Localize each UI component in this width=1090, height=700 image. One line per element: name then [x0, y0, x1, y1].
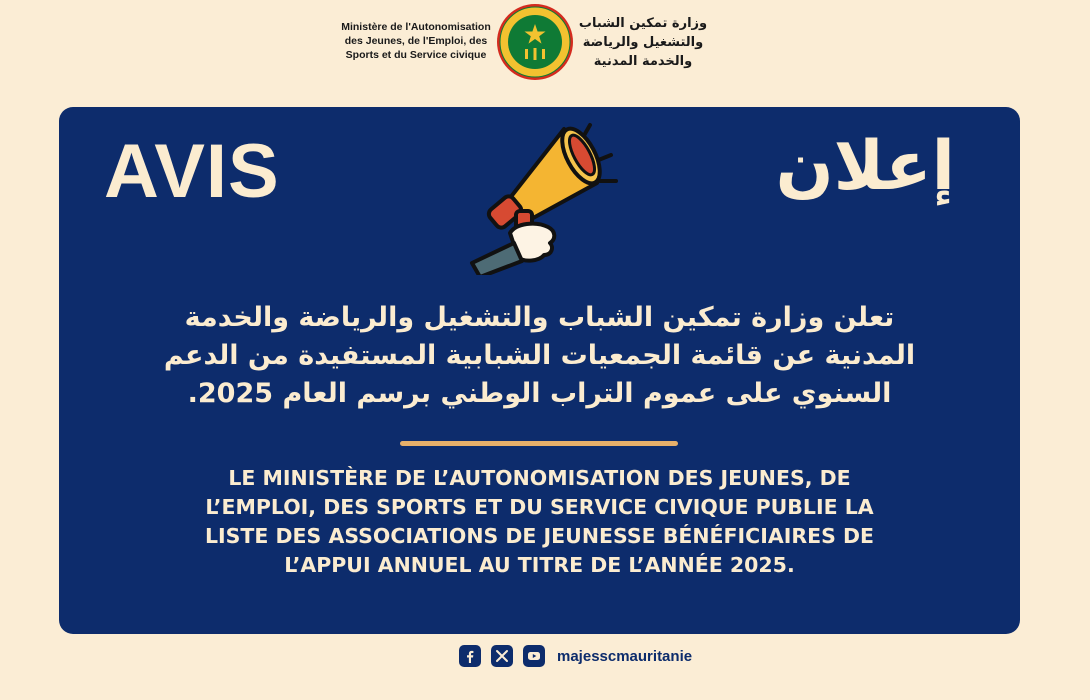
- x-icon[interactable]: [491, 645, 513, 667]
- header: [0, 0, 1090, 100]
- divider: [400, 441, 678, 446]
- facebook-icon[interactable]: [459, 645, 481, 667]
- social-handle[interactable]: majesscmauritanie: [557, 647, 693, 665]
- title-ar: إعلان: [775, 127, 955, 206]
- announcement-text-fr: LE MINISTÈRE DE L’AUTONOMISATION DES JEUNES, DE L’EMPLOI, DES SPORTS ET DU SERVICE CIVIQUE PUBLIE LA LISTE DES ASSOCIATIONS DE JEUNESSE BÉNÉFICIAIRES DE L’APPUI ANNUEL AU TITRE DE L’ANNÉE 2025.: [204, 466, 875, 577]
- megaphone-icon: [464, 115, 639, 275]
- announcement-text-ar: تعلن وزارة تمكين الشباب والتشغيل والرياضة والخدمة المدنية عن قائمة الجمعيات الشبابية المستفيدة من الدعم السنوي على عموم التراب الوطني برسم العام 2025.: [163, 302, 916, 409]
- social-footer: [459, 643, 692, 669]
- title-fr: AVIS: [104, 129, 280, 214]
- ministry-name-fr: Ministère de l'Autonomisation des Jeunes, de l'Emploi, des Sports et du Service civique: [341, 21, 491, 61]
- youtube-icon[interactable]: [523, 645, 545, 667]
- national-seal-icon: [495, 2, 575, 82]
- announcement-card: [59, 107, 1020, 634]
- ministry-name-ar: وزارة تمكين الشباب والتشغيل والرياضة والخدمة المدنية: [578, 16, 708, 69]
